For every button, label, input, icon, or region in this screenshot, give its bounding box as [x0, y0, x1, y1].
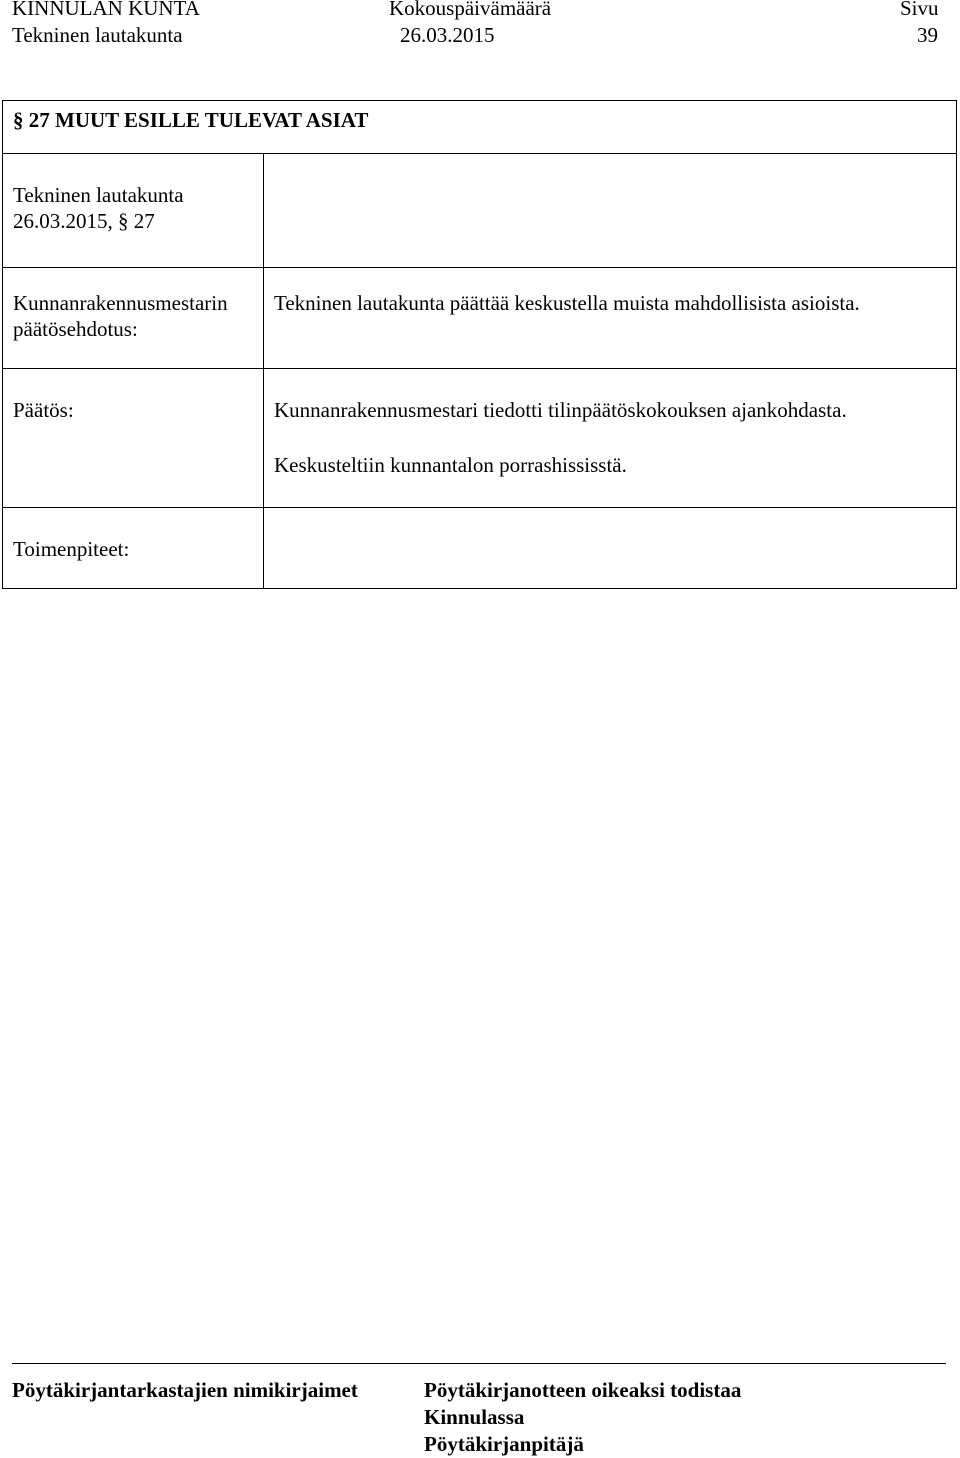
footer-inspectors-initials: Pöytäkirjantarkastajien nimikirjaimet: [12, 1378, 358, 1402]
page-label: Sivu: [900, 0, 939, 20]
section-title: § 27 MUUT ESILLE TULEVAT ASIAT: [13, 108, 369, 132]
meeting-date-label: Kokouspäivämäärä: [389, 0, 552, 20]
proposal-text-cell: [264, 268, 957, 369]
actions-text-cell: [264, 508, 957, 589]
section-title-cell: [3, 101, 957, 154]
footer-divider: [12, 1363, 946, 1364]
footer-certification: [424, 1377, 741, 1458]
proposal-label-cell: [3, 268, 264, 369]
reference-cell: [3, 154, 264, 268]
page-number: 39: [917, 23, 938, 47]
decision-paragraph: Kunnanrakennusmestari tiedotti tilinpäätöskokouksen ajankohdasta.: [274, 398, 847, 422]
proposal-label-line2: päätösehdotus:: [13, 317, 138, 341]
decision-paragraph: Keskusteltiin kunnantalon porrashississtä.: [274, 453, 627, 477]
decision-text-cell: [264, 369, 957, 508]
proposal-text: Tekninen lautakunta päättää keskustella muista mahdollisista asioista.: [274, 291, 860, 315]
actions-label-cell: [3, 508, 264, 589]
reference-empty-cell: [264, 154, 957, 268]
footer-place: Kinnulassa: [424, 1405, 525, 1429]
minutes-section-table: [2, 100, 957, 589]
footer-secretary: Pöytäkirjanpitäjä: [424, 1432, 584, 1456]
decision-label: Päätös:: [13, 398, 74, 422]
actions-label: Toimenpiteet:: [13, 537, 130, 561]
decision-label-cell: [3, 369, 264, 508]
footer-certify-text: Pöytäkirjanotteen oikeaksi todistaa: [424, 1378, 742, 1402]
meeting-date: 26.03.2015: [400, 23, 495, 47]
organization-name: KINNULAN KUNTA: [12, 0, 200, 20]
reference-date-section: 26.03.2015, § 27: [13, 209, 155, 233]
proposal-label-line1: Kunnanrakennusmestarin: [13, 291, 228, 315]
reference-board: Tekninen lautakunta: [13, 183, 184, 207]
board-name: Tekninen lautakunta: [12, 23, 183, 47]
